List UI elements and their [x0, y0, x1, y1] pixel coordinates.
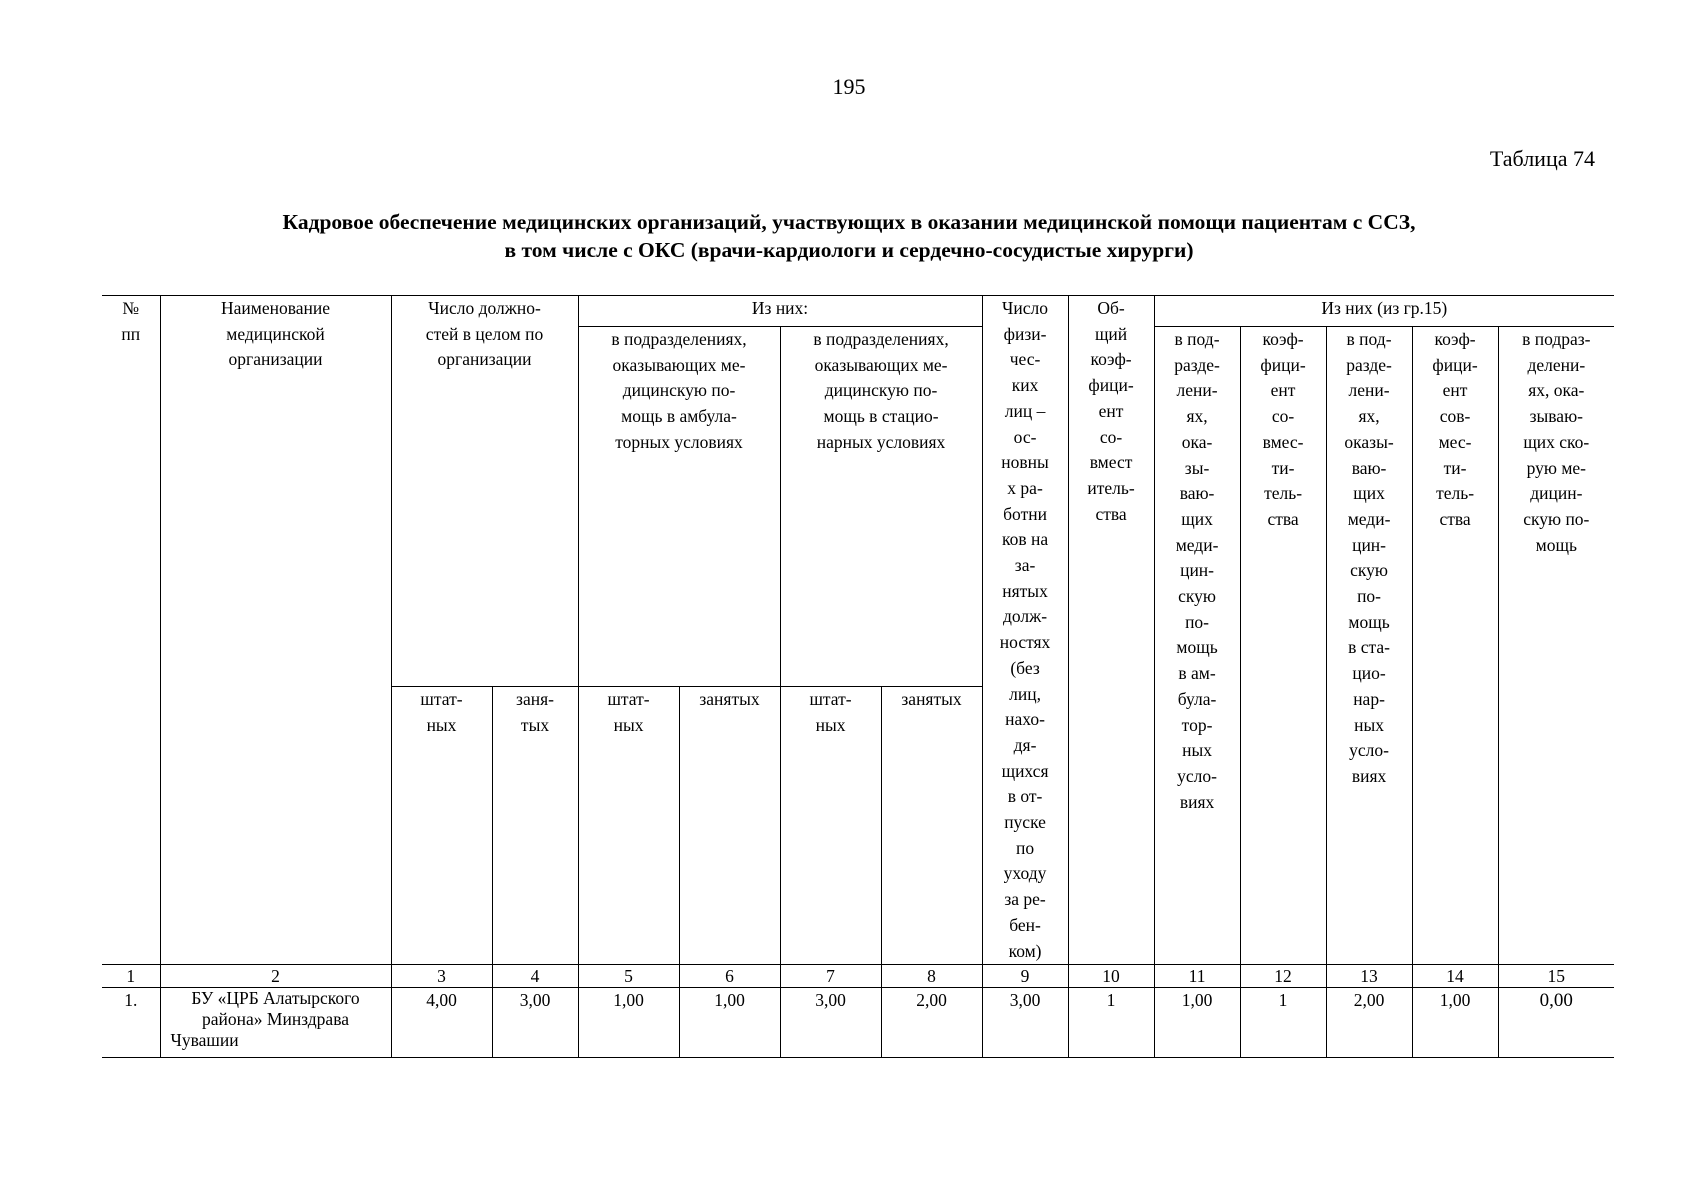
cell-value: 3,00	[780, 988, 881, 1058]
title-line-1: Кадровое обеспечение медицинских организаций, участвующих в оказании медицинской помощи пациентам с ССЗ,	[282, 210, 1416, 234]
cell-value: 1,00	[578, 988, 679, 1058]
column-number: 13	[1326, 965, 1412, 988]
column-number: 14	[1412, 965, 1498, 988]
header-org: Наименование медицинской организации	[160, 296, 391, 965]
header-occupied: заня- тых	[492, 687, 578, 965]
column-number: 7	[780, 965, 881, 988]
column-number: 4	[492, 965, 578, 988]
column-number: 3	[391, 965, 492, 988]
page-number: 195	[832, 74, 866, 99]
cell-value: 1,00	[1154, 988, 1240, 1058]
header-hospital: в подразделениях, оказывающих ме- дицинскую по- мощь в стацио- нарных условиях	[780, 327, 982, 687]
header-staff-hosp: штат- ных	[780, 687, 881, 965]
header-occupied-hosp: занятых	[881, 687, 982, 965]
header-of-them-15: Из них (из гр.15)	[1154, 296, 1614, 327]
column-number: 15	[1498, 965, 1614, 988]
header-coef-2: коэф- фици- ент сов- мес- ти- тель- ства	[1412, 327, 1498, 965]
cell-value: 3,00	[492, 988, 578, 1058]
column-number: 5	[578, 965, 679, 988]
row-number: 1.	[102, 988, 160, 1058]
header-hosp-units: в под- разде- лени- ях, оказы- ваю- щих меди- цин- скую по- мощь в ста- цио- нар- ных усло- виях	[1326, 327, 1412, 965]
header-positions: Число должно- стей в целом по организации	[391, 296, 578, 687]
cell-value: 2,00	[881, 988, 982, 1058]
document-title	[0, 208, 1698, 264]
cell-value: 0,00	[1498, 988, 1614, 1058]
column-number: 11	[1154, 965, 1240, 988]
column-number: 8	[881, 965, 982, 988]
header-persons: Число физи- чес- ких лиц – ос- новны х ра- ботни ков на за- нятых долж- ностях (без лиц, нахо- дя- щихся в от- пуске по уходу за ре- бен- ком)	[982, 296, 1068, 965]
header-of-them: Из них:	[578, 296, 982, 327]
cell-value: 1	[1068, 988, 1154, 1058]
cell-value: 4,00	[391, 988, 492, 1058]
header-coef-1: коэф- фици- ент со- вмес- ти- тель- ства	[1240, 327, 1326, 965]
cell-value: 1,00	[1412, 988, 1498, 1058]
header-num: № пп	[102, 296, 160, 965]
title-line-2: в том числе с ОКС (врачи-кардиологи и сердечно-сосудистые хирурги)	[504, 238, 1194, 262]
staffing-table	[102, 295, 1614, 1058]
column-number: 9	[982, 965, 1068, 988]
cell-value: 1	[1240, 988, 1326, 1058]
column-number: 6	[679, 965, 780, 988]
header-staff: штат- ных	[391, 687, 492, 965]
organization-name: БУ «ЦРБ Алатырского района» Минздрава Чувашии	[160, 988, 391, 1058]
table-row	[102, 988, 1614, 1058]
table-label: Таблица 74	[1489, 146, 1595, 171]
header-ambulatory: в подразделениях, оказывающих ме- дицинскую по- мощь в амбула- торных условиях	[578, 327, 780, 687]
header-emergency: в подраз- делени- ях, ока- зываю- щих ско- рую ме- дицин- скую по- мощь	[1498, 327, 1614, 965]
header-combined-coef: Об- щий коэф- фици- ент со- вмест итель- ства	[1068, 296, 1154, 965]
cell-value: 3,00	[982, 988, 1068, 1058]
header-amb-units: в под- разде- лени- ях, ока- зы- ваю- щих меди- цин- скую по- мощь в ам- була- тор- ных усло- виях	[1154, 327, 1240, 965]
cell-value: 1,00	[679, 988, 780, 1058]
column-number: 1	[102, 965, 160, 988]
header-occupied-amb: занятых	[679, 687, 780, 965]
cell-value: 2,00	[1326, 988, 1412, 1058]
column-number: 10	[1068, 965, 1154, 988]
column-number: 12	[1240, 965, 1326, 988]
header-staff-amb: штат- ных	[578, 687, 679, 965]
column-number: 2	[160, 965, 391, 988]
